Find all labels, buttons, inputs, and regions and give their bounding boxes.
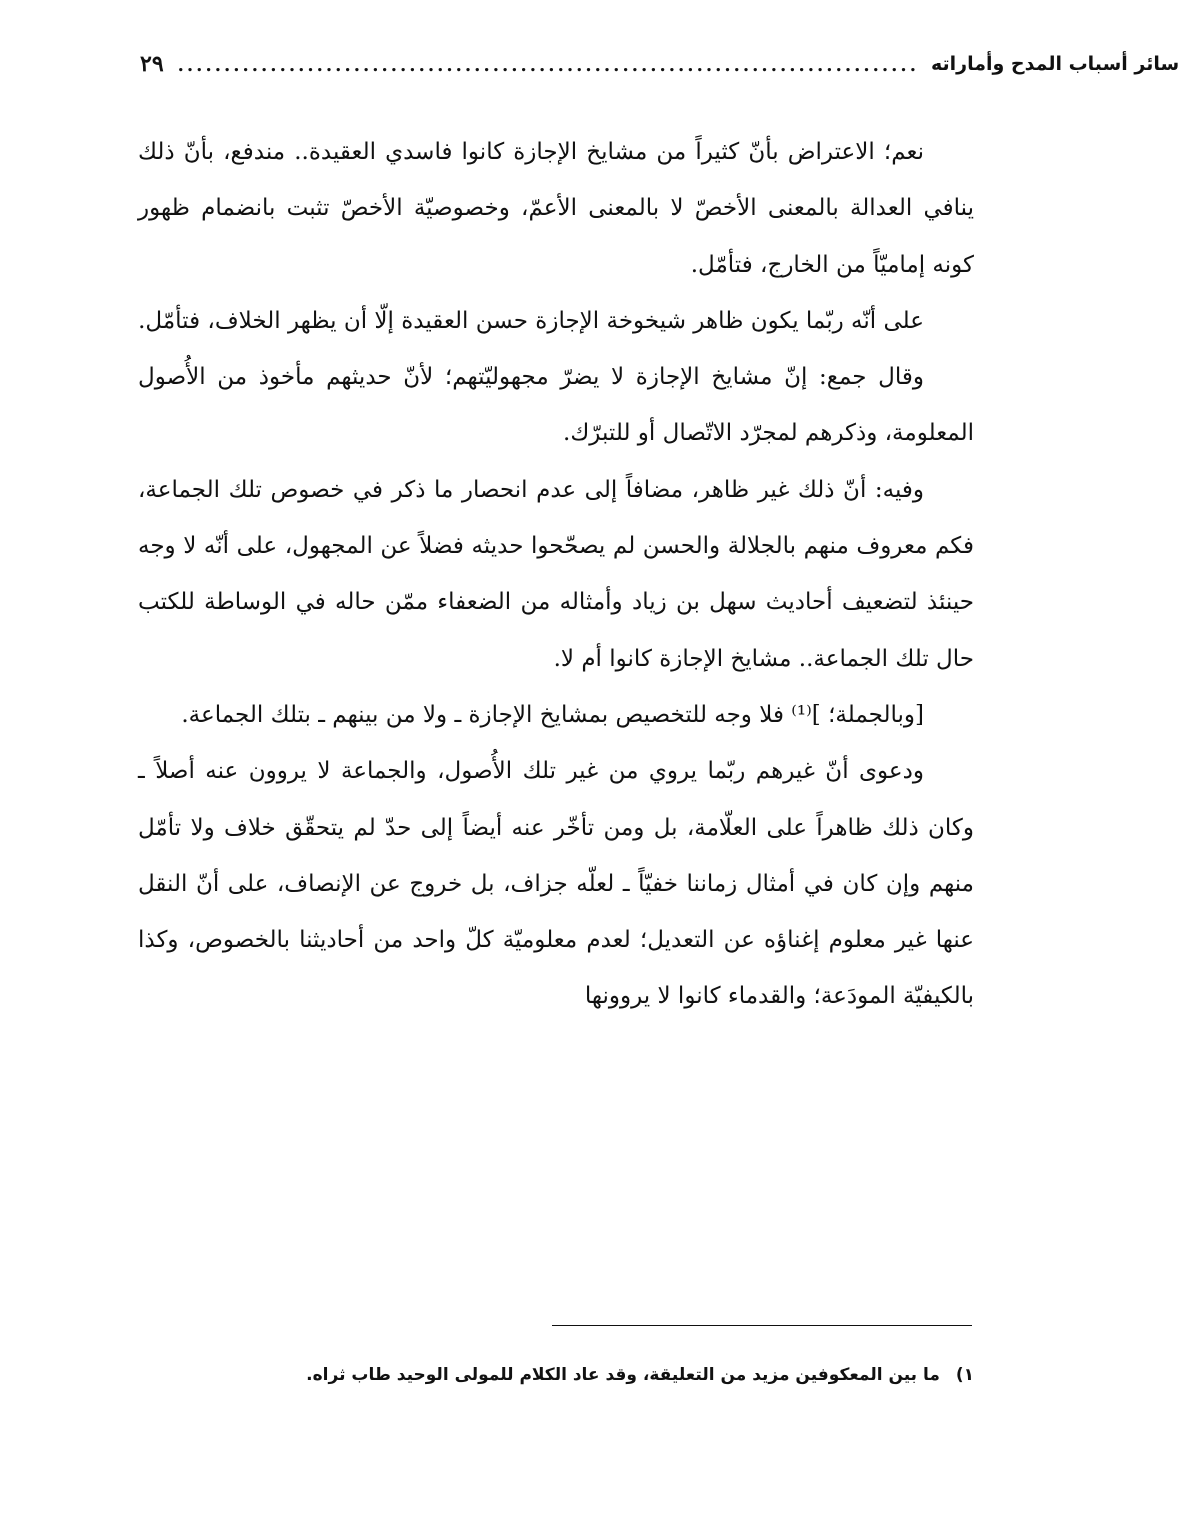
paragraph: وفيه: أنّ ذلك غير ظاهر، مضافاً إلى عدم انحصار ما ذكر في خصوص تلك الجماعة، فكم معروف منهم بالجلالة والحسن لم يصحّحوا حديثه فضلاً عن المجهول، على أنّه لا وجه حينئذ لتضعيف أحاديث سهل بن زياد وأمثاله من الضعفاء ممّن حاله في الوساطة للكتب حال تلك الجماعة.. مشايخ الإجازة كانوا أم لا. xyxy=(138,476,974,672)
footnote-separator xyxy=(552,1325,972,1326)
footnote-marker: ١) xyxy=(955,1365,974,1385)
running-title: سائر أسباب المدح وأماراته xyxy=(930,53,1179,75)
body-text xyxy=(138,124,974,1025)
paragraph: ودعوى أنّ غيرهم ربّما يروي من غير تلك الأُصول، والجماعة لا يروون عنه أصلاً ـ وكان ذلك ظاهراً على العلّامة، بل ومن تأخّر عنه أيضاً إلى حدّ لم يتحقّق خلاف ولا تأمّل منهم وإن كان في أمثال زماننا خفيّاً ـ لعلّه جزاف، بل خروج عن الإنصاف، على أنّ النقل عنها غير معلوم إغناؤه عن التعديل؛ لعدم معلوميّة كلّ واحد من أحاديثنا بالخصوص، وكذا بالكيفيّة المودَعة؛ والقدماء كانوا لا يروونها xyxy=(138,758,974,1010)
paragraph: على أنّه ربّما يكون ظاهر شيخوخة الإجازة حسن العقيدة إلّا أن يظهر الخلاف، فتأمّل. xyxy=(138,307,924,334)
paragraph: وقال جمع: إنّ مشايخ الإجازة لا يضرّ مجهوليّتهم؛ لأنّ حديثهم مأخوذ من الأُصول المعلومة، وذكرهم لمجرّد الاتّصال أو للتبرّك. xyxy=(138,364,974,447)
header-leader-dots: ................................................................................ xyxy=(177,55,919,76)
page-number: ٢٩ xyxy=(140,51,164,77)
footnote xyxy=(180,1360,974,1390)
footnote-text: ما بين المعكوفين مزيد من التعليقة، وقد عاد الكلام للمولى الوحيد طاب ثراه. xyxy=(306,1365,940,1385)
page-header xyxy=(140,44,1179,84)
paragraph: نعم؛ الاعتراض بأنّ كثيراً من مشايخ الإجازة كانوا فاسدي العقيدة.. مندفع، بأنّ ذلك ينافي العدالة بالمعنى الأخصّ لا بالمعنى الأعمّ، وخصوصيّة الأخصّ تثبت بانضمام ظهور كونه إماميّاً من الخارج، فتأمّل. xyxy=(138,139,974,278)
paragraph: [وبالجملة؛ ]⁽¹⁾ فلا وجه للتخصيص بمشايخ الإجازة ـ ولا من بينهم ـ بتلك الجماعة. xyxy=(181,701,924,728)
